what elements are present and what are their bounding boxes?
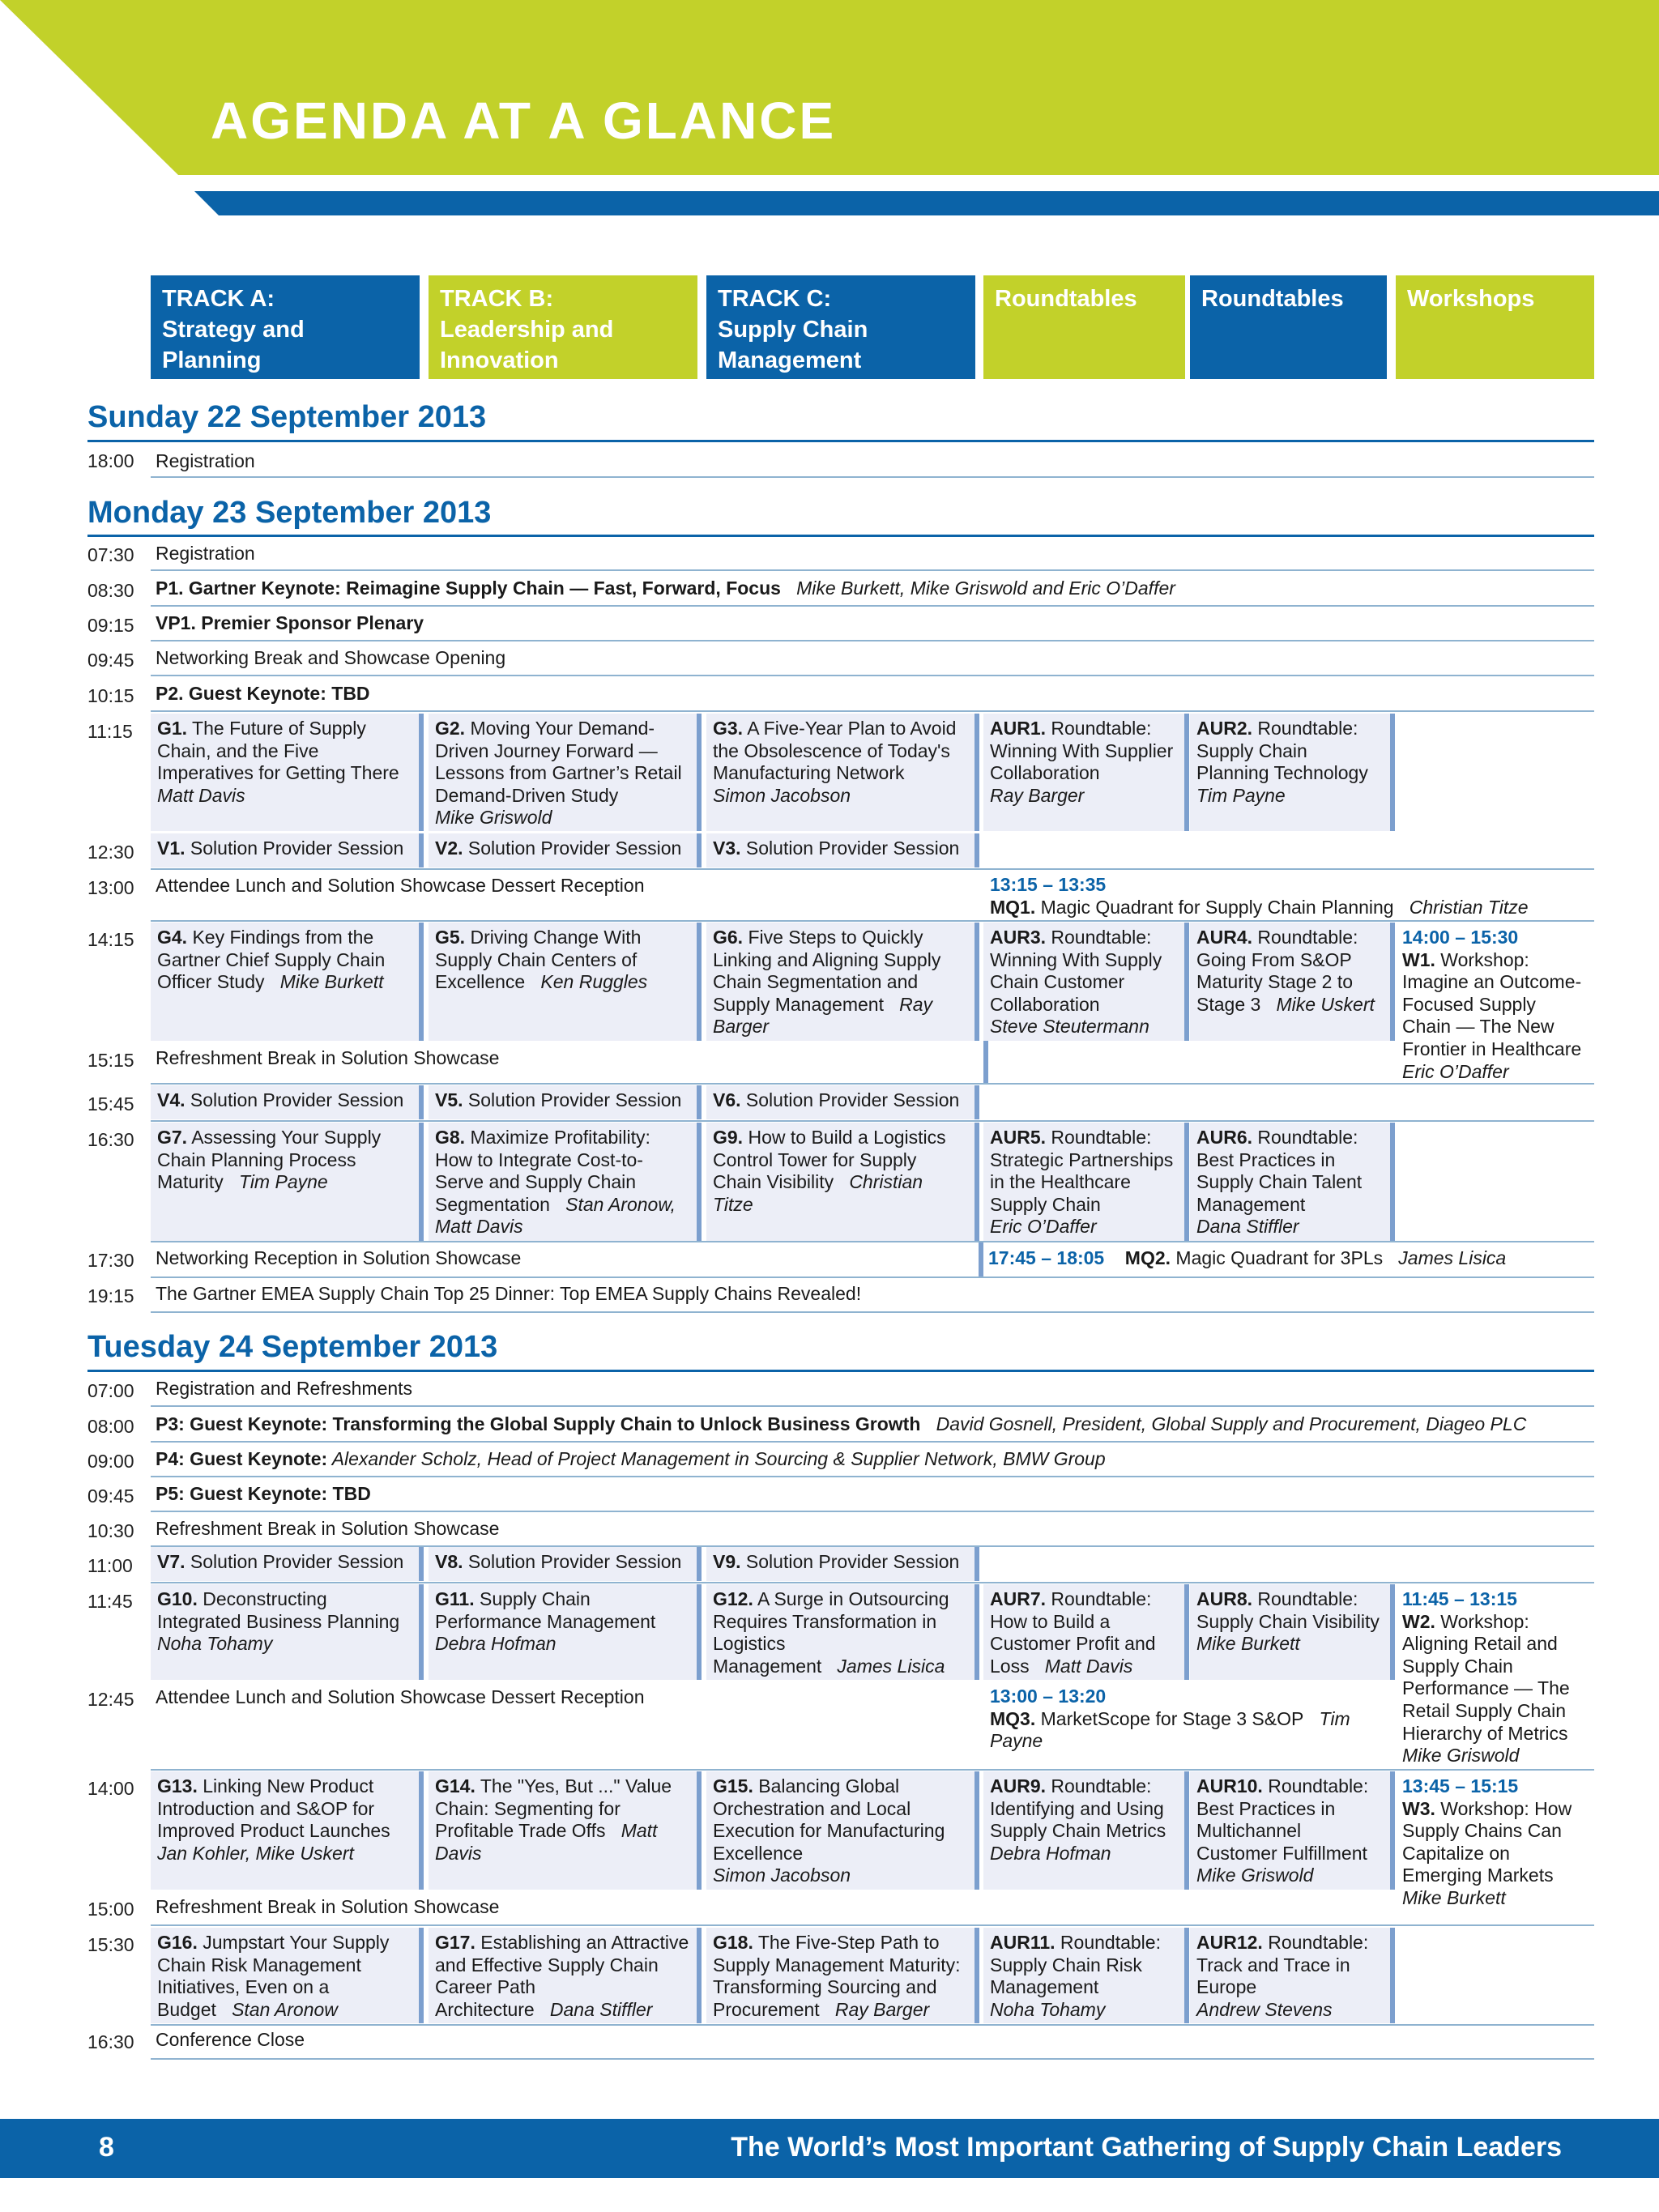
session-title: Maximize Profitability: How to Integrate Cost-to-Serve and Supply Chain Segmentation	[435, 1127, 650, 1215]
session-g2	[429, 714, 702, 831]
session-code: G9.	[713, 1127, 744, 1148]
row-divider	[151, 1241, 1594, 1242]
session-registration: Registration	[156, 450, 255, 471]
speaker: Mike Burkett	[1402, 1886, 1506, 1908]
session-title: Magic Quadrant for 3PLs	[1171, 1247, 1384, 1268]
session-g4	[151, 923, 424, 1041]
row-divider	[151, 1405, 1594, 1407]
session-code: V8.	[435, 1551, 463, 1572]
speaker: Matt Davis	[435, 1820, 658, 1864]
time-slot: 15:45	[87, 1093, 134, 1115]
session-title: How to Build a Logistics Control Tower for Supply Chain Visibility	[713, 1127, 946, 1193]
speaker: Alexander Scholz, Head of Project Management in Sourcing & Supplier Network, BMW Group	[327, 1448, 1106, 1469]
session-g9	[706, 1123, 979, 1241]
session-g18	[706, 1928, 979, 2023]
session-aur5	[983, 1123, 1189, 1241]
session-title: Deconstructing Integrated Business Planning	[157, 1588, 400, 1632]
speaker: Mike Uskert	[1276, 993, 1375, 1015]
session-registration: Registration and Refreshments	[156, 1378, 413, 1399]
day-rule	[87, 1370, 1594, 1372]
session-g3	[706, 714, 979, 831]
track-a-header: TRACK A: Strategy and Planning	[151, 275, 420, 379]
column-rule	[979, 1242, 983, 1276]
row-divider	[151, 640, 1594, 641]
session-code: G1.	[157, 718, 188, 739]
session-v7	[151, 1547, 424, 1581]
speaker: Andrew Stevens	[1196, 1998, 1333, 2020]
row-divider	[151, 1582, 1594, 1583]
row-divider	[151, 2058, 1594, 2060]
session-g11	[429, 1584, 702, 1680]
session-vp1: VP1. Premier Sponsor Plenary	[156, 612, 424, 633]
session-code: G8.	[435, 1127, 466, 1148]
session-title: P3: Guest Keynote: Transforming the Global Supply Chain to Unlock Business Growth	[156, 1413, 921, 1434]
session-code: G2.	[435, 718, 466, 739]
session-title: Supply Chain Performance Management	[435, 1588, 656, 1632]
speaker: Noha Tohamy	[157, 1633, 273, 1655]
session-aur8	[1190, 1584, 1395, 1680]
speaker: Mike Burkett, Mike Griswold and Eric O’Daffer	[796, 578, 1175, 599]
speaker: Tim Payne	[238, 1171, 328, 1193]
session-aur6	[1190, 1123, 1395, 1241]
time-slot: 07:00	[87, 1380, 134, 1401]
page-number: 8	[99, 2132, 114, 2163]
time-slot: 15:15	[87, 1050, 134, 1071]
session-title: Roundtable: Supply Chain Risk Management	[990, 1932, 1161, 1998]
time-slot: 17:30	[87, 1250, 134, 1271]
session-title: Workshop: Imagine an Outcome-Focused Supply Chain — The New Frontier in Healthcare	[1402, 948, 1582, 1059]
session-g6	[706, 923, 979, 1041]
time-slot: 10:15	[87, 685, 134, 706]
session-title: Solution Provider Session	[463, 1551, 682, 1572]
row-divider	[151, 1276, 1594, 1278]
row-divider	[151, 1924, 1594, 1926]
session-title: Solution Provider Session	[463, 1089, 682, 1110]
session-code: V1.	[157, 837, 186, 859]
session-p3	[156, 1413, 1526, 1435]
session-dinner: The Gartner EMEA Supply Chain Top 25 Dinner: Top EMEA Supply Chains Revealed!	[156, 1283, 862, 1304]
session-code: V2.	[435, 837, 463, 859]
session-title: Roundtable: Best Practices in Supply Chain Talent Management	[1196, 1127, 1363, 1215]
session-time: 13:45 – 15:15	[1402, 1775, 1519, 1796]
session-g7	[151, 1123, 424, 1241]
speaker: Noha Tohamy	[990, 1998, 1106, 2020]
session-code: AUR10.	[1196, 1775, 1263, 1796]
session-registration: Registration	[156, 543, 255, 564]
session-title: Roundtable: Track and Trace in Europe	[1196, 1932, 1369, 1998]
session-title: Solution Provider Session	[740, 1551, 960, 1572]
speaker: Mike Burkett	[1196, 1633, 1300, 1655]
time-slot: 14:15	[87, 929, 134, 950]
speaker: Steve Steutermann	[990, 1016, 1149, 1038]
session-aur9	[983, 1771, 1189, 1890]
session-refreshment-break: Refreshment Break in Solution Showcase	[156, 1518, 500, 1539]
session-v3	[706, 833, 979, 867]
session-code: AUR3.	[990, 927, 1047, 948]
session-aur11	[983, 1928, 1189, 2023]
column-rule	[983, 1041, 988, 1083]
time-slot: 10:30	[87, 1520, 134, 1541]
session-aur7	[983, 1584, 1189, 1680]
time-slot: 12:30	[87, 842, 134, 863]
session-time: 11:45 – 13:15	[1402, 1588, 1517, 1609]
time-slot: 18:00	[87, 450, 134, 471]
session-code: G17.	[435, 1932, 476, 1953]
session-mq3	[983, 1681, 1392, 1769]
session-time: 14:00 – 15:30	[1402, 927, 1519, 948]
session-title: The "Yes, But ..." Value Chain: Segmenting for Profitable Trade Offs	[435, 1775, 672, 1842]
session-aur4	[1190, 923, 1395, 1041]
session-v4	[151, 1085, 424, 1119]
session-w2	[1396, 1584, 1594, 1767]
session-aur1	[983, 714, 1189, 831]
speaker: Mike Griswold	[435, 807, 552, 829]
session-code: AUR5.	[990, 1127, 1047, 1148]
session-title: Solution Provider Session	[740, 1089, 960, 1110]
session-code: G13.	[157, 1775, 198, 1796]
session-g10	[151, 1584, 424, 1680]
session-code: G16.	[157, 1932, 198, 1953]
session-code: AUR8.	[1196, 1588, 1253, 1609]
session-code: G10.	[157, 1588, 198, 1609]
session-aur2	[1190, 714, 1395, 831]
time-slot: 09:45	[87, 650, 134, 671]
row-divider	[151, 2024, 1594, 2026]
session-code: AUR2.	[1196, 718, 1253, 739]
day-rule	[87, 440, 1594, 442]
speaker: Simon Jacobson	[713, 784, 851, 806]
session-title: Roundtable: Supply Chain Visibility	[1196, 1588, 1380, 1632]
session-title: Jumpstart Your Supply Chain Risk Management Initiatives, Even on a Budget	[157, 1932, 390, 2020]
row-divider	[151, 1083, 1594, 1085]
session-w3	[1396, 1771, 1594, 1925]
session-code: G6.	[713, 927, 744, 948]
session-title: Roundtable: Best Practices in Multichannel Customer Fulfillment	[1196, 1775, 1369, 1864]
speaker: Eric O’Daffer	[1402, 1060, 1509, 1082]
speaker: Dana Stiffler	[1196, 1216, 1299, 1238]
time-slot: 19:15	[87, 1285, 134, 1306]
speaker: David Gosnell, President, Global Supply and Procurement, Diageo PLC	[936, 1413, 1527, 1434]
session-title: Solution Provider Session	[185, 1551, 404, 1572]
session-title: Solution Provider Session	[185, 1089, 404, 1110]
session-title: Roundtable: Winning With Supply Chain Customer Collaboration	[990, 927, 1162, 1015]
time-slot: 16:30	[87, 1129, 134, 1150]
session-v5	[429, 1085, 702, 1119]
session-code: W1.	[1402, 948, 1435, 970]
session-lunch: Attendee Lunch and Solution Showcase Dessert Reception	[156, 875, 645, 896]
session-time: 17:45 – 18:05	[988, 1247, 1105, 1268]
speaker: James Lisica	[837, 1655, 945, 1677]
session-v8	[429, 1547, 702, 1581]
row-divider	[151, 1120, 1594, 1122]
speaker: Simon Jacobson	[713, 1865, 851, 1886]
session-v2	[429, 833, 702, 867]
session-aur12	[1190, 1928, 1395, 2023]
row-divider	[151, 1511, 1594, 1512]
session-title: Five Steps to Quickly Linking and Aligning Supply Chain Segmentation and Supply Management	[713, 927, 941, 1015]
session-lunch: Attendee Lunch and Solution Showcase Dessert Reception	[156, 1686, 645, 1707]
speaker: Eric O’Daffer	[990, 1216, 1097, 1238]
session-p1	[156, 578, 1175, 599]
session-g5	[429, 923, 702, 1041]
session-title: Roundtable: Going From S&OP Maturity Stage 2 to Stage 3	[1196, 927, 1358, 1015]
session-code: V4.	[157, 1089, 186, 1110]
session-code: G18.	[713, 1932, 753, 1953]
session-g14	[429, 1771, 702, 1890]
row-divider	[151, 1769, 1594, 1771]
session-g13	[151, 1771, 424, 1890]
speaker: Tim Payne	[990, 1707, 1350, 1752]
session-title: MarketScope for Stage 3 S&OP	[1035, 1707, 1304, 1729]
time-slot: 07:30	[87, 544, 134, 565]
session-conference-close: Conference Close	[156, 2029, 305, 2050]
time-slot: 08:00	[87, 1416, 134, 1437]
session-title: Establishing an Attractive and Effective Supply Chain Career Path Architecture	[435, 1932, 689, 2020]
session-title: Balancing Global Orchestration and Local Execution for Manufacturing Excellence	[713, 1775, 945, 1864]
session-refreshment-break: Refreshment Break in Solution Showcase	[156, 1047, 500, 1068]
row-divider	[151, 605, 1594, 607]
speaker: Tim Payne	[1196, 784, 1286, 806]
session-title: Solution Provider Session	[463, 837, 682, 859]
day-rule	[87, 535, 1594, 537]
speaker: Matt Davis	[1044, 1655, 1133, 1677]
session-code: G14.	[435, 1775, 476, 1796]
footer-bar	[0, 2119, 1659, 2178]
row-divider	[151, 920, 1594, 922]
session-code: AUR7.	[990, 1588, 1047, 1609]
session-title: Workshop: How Supply Chains Can Capitalize on Emerging Markets	[1402, 1797, 1572, 1886]
time-slot: 13:00	[87, 877, 134, 898]
day-heading-monday: Monday 23 September 2013	[87, 496, 492, 530]
session-title: Solution Provider Session	[185, 837, 404, 859]
session-time: 13:15 – 13:35	[990, 874, 1107, 895]
session-code: AUR9.	[990, 1775, 1047, 1796]
session-title: P1. Gartner Keynote: Reimagine Supply Chain — Fast, Forward, Focus	[156, 578, 781, 599]
session-code: G5.	[435, 927, 466, 948]
speaker: Mike Griswold	[1196, 1865, 1314, 1886]
session-refreshment-break: Refreshment Break in Solution Showcase	[156, 1896, 500, 1917]
session-code: AUR6.	[1196, 1127, 1253, 1148]
session-code: W3.	[1402, 1797, 1435, 1819]
track-b-header: TRACK B: Leadership and Innovation	[429, 275, 697, 379]
banner-blue-stripe	[194, 191, 1659, 215]
time-slot: 09:00	[87, 1451, 134, 1472]
session-code: G12.	[713, 1588, 753, 1609]
speaker: Jan Kohler, Mike Uskert	[157, 1842, 354, 1864]
session-time: 13:00 – 13:20	[990, 1686, 1107, 1707]
speaker: Christian Titze	[713, 1171, 923, 1215]
page-title: AGENDA AT A GLANCE	[211, 92, 837, 150]
session-code: G11.	[435, 1588, 475, 1609]
session-code: G7.	[157, 1127, 188, 1148]
speaker: Mike Burkett	[279, 971, 384, 993]
session-p2: P2. Guest Keynote: TBD	[156, 683, 370, 704]
time-slot: 16:30	[87, 2031, 134, 2052]
row-divider	[151, 1441, 1594, 1443]
speaker: Stan Aronow, Matt Davis	[435, 1193, 676, 1238]
row-divider	[151, 675, 1594, 676]
session-title: Moving Your Demand-Driven Journey Forward — Lessons from Gartner’s Retail Demand-Driven Study	[435, 718, 682, 806]
speaker: Christian Titze	[1409, 896, 1529, 918]
track-c-header: TRACK C: Supply Chain Management	[706, 275, 975, 379]
day-heading-tuesday: Tuesday 24 September 2013	[87, 1330, 498, 1364]
session-code: V9.	[713, 1551, 741, 1572]
session-g16	[151, 1928, 424, 2023]
time-slot: 12:45	[87, 1689, 134, 1710]
session-title: Roundtable: Identifying and Using Supply Chain Metrics	[990, 1775, 1166, 1842]
session-title: Linking New Product Introduction and S&OP for Improved Product Launches	[157, 1775, 390, 1842]
session-code: W2.	[1402, 1610, 1435, 1632]
session-code: AUR11.	[990, 1932, 1056, 1953]
session-title: A Five-Year Plan to Avoid the Obsolescence of Today's Manufacturing Network	[713, 718, 957, 784]
session-code: MQ1.	[990, 896, 1036, 918]
time-slot: 11:45	[87, 1591, 133, 1612]
session-networking-reception: Networking Reception in Solution Showcase	[156, 1247, 522, 1268]
session-code: MQ3.	[990, 1707, 1036, 1729]
session-v6	[706, 1085, 979, 1119]
session-title: Assessing Your Supply Chain Planning Process Maturity	[157, 1127, 382, 1193]
time-slot: 14:00	[87, 1778, 134, 1799]
session-code: MQ2.	[1124, 1247, 1171, 1268]
time-slot: 11:15	[87, 721, 133, 742]
session-title: Roundtable: Supply Chain Planning Technology	[1196, 718, 1368, 784]
session-title: Key Findings from the Gartner Chief Supply Chain Officer Study	[157, 927, 386, 993]
session-code: G15.	[713, 1775, 753, 1796]
row-divider	[151, 1311, 1594, 1313]
session-title: Workshop: Aligning Retail and Supply Chain Performance — The Retail Supply Chain Hierarchy of Metrics	[1402, 1610, 1570, 1744]
time-slot: 15:00	[87, 1899, 134, 1920]
speaker: James Lisica	[1398, 1247, 1507, 1268]
session-g15	[706, 1771, 979, 1890]
speaker: Debra Hofman	[990, 1842, 1111, 1864]
session-code: AUR12.	[1196, 1932, 1263, 1953]
session-title: Solution Provider Session	[740, 837, 960, 859]
session-mq1	[983, 870, 1594, 918]
row-divider	[151, 476, 1594, 478]
session-title: Driving Change With Supply Chain Centers of Excellence	[435, 927, 642, 993]
time-slot: 08:30	[87, 580, 134, 601]
session-g12	[706, 1584, 979, 1680]
session-aur3	[983, 923, 1189, 1041]
session-title: A Surge in Outsourcing Requires Transformation in Logistics Management	[713, 1588, 949, 1677]
session-v9	[706, 1547, 979, 1581]
row-divider	[151, 1476, 1594, 1477]
speaker: Ray Barger	[713, 993, 933, 1038]
session-title: The Future of Supply Chain, and the Five Imperatives for Getting There	[157, 718, 399, 784]
session-title: Roundtable: How to Build a Customer Profit and Loss	[990, 1588, 1156, 1677]
session-title: Roundtable: Winning With Supplier Collaboration	[990, 718, 1174, 784]
session-code: V5.	[435, 1089, 463, 1110]
session-code: AUR4.	[1196, 927, 1253, 948]
speaker: Debra Hofman	[435, 1633, 557, 1655]
speaker: Mike Griswold	[1402, 1745, 1520, 1767]
session-p5: P5: Guest Keynote: TBD	[156, 1483, 371, 1504]
session-p4	[156, 1448, 1106, 1470]
session-code: G3.	[713, 718, 744, 739]
speaker: Ray Barger	[834, 1998, 930, 2020]
workshops-header: Workshops	[1396, 275, 1594, 379]
row-divider	[151, 569, 1594, 571]
session-g1	[151, 714, 424, 831]
session-code: V3.	[713, 837, 741, 859]
session-code: AUR1.	[990, 718, 1047, 739]
session-code: V7.	[157, 1551, 186, 1572]
speaker: Matt Davis	[157, 784, 245, 806]
speaker: Ken Ruggles	[540, 971, 648, 993]
row-divider	[151, 710, 1594, 712]
day-heading-sunday: Sunday 22 September 2013	[87, 400, 487, 434]
session-g17	[429, 1928, 702, 2023]
session-networking-break: Networking Break and Showcase Opening	[156, 647, 506, 668]
roundtables-header-2: Roundtables	[1190, 275, 1387, 379]
time-slot: 15:30	[87, 1934, 134, 1955]
session-title: Roundtable: Strategic Partnerships in the Healthcare Supply Chain	[990, 1127, 1174, 1215]
roundtables-header-1: Roundtables	[983, 275, 1185, 379]
footer-tagline: The World’s Most Important Gathering of Supply Chain Leaders	[731, 2132, 1562, 2163]
session-g8	[429, 1123, 702, 1241]
session-title: P4: Guest Keynote:	[156, 1448, 328, 1469]
speaker: Stan Aronow	[232, 1998, 338, 2020]
time-slot: 09:45	[87, 1485, 134, 1507]
session-aur10	[1190, 1771, 1395, 1890]
session-title: Magic Quadrant for Supply Chain Planning	[1035, 896, 1394, 918]
speaker: Dana Stiffler	[549, 1998, 653, 2020]
session-code: G4.	[157, 927, 188, 948]
session-w1	[1396, 923, 1594, 1083]
time-slot: 11:00	[87, 1555, 133, 1576]
session-mq2	[988, 1247, 1506, 1269]
session-code: V6.	[713, 1089, 741, 1110]
time-slot: 09:15	[87, 615, 134, 636]
speaker: Ray Barger	[990, 784, 1085, 806]
session-title: The Five-Step Path to Supply Management Maturity: Transforming Sourcing and Procurement	[713, 1932, 961, 2020]
session-v1	[151, 833, 424, 867]
